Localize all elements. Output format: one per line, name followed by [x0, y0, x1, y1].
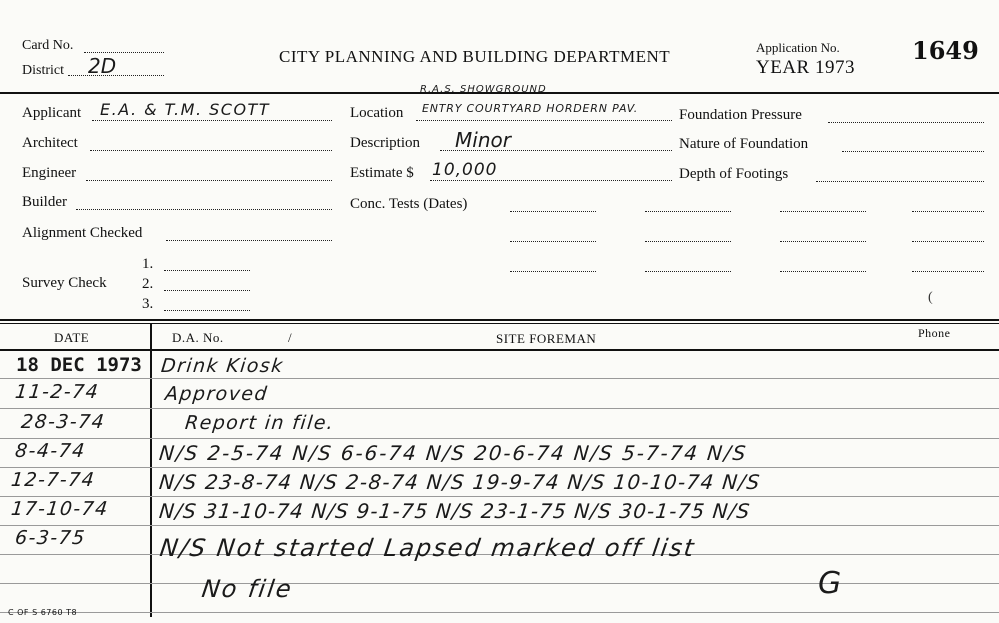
- conc-line-b3: [645, 271, 731, 272]
- date-column-divider: [150, 323, 152, 617]
- row-entry: No file: [200, 575, 295, 603]
- district-label: District: [22, 63, 64, 78]
- builder-line: [76, 209, 332, 210]
- estimate-value: 10,000: [432, 160, 498, 180]
- architect-label: Architect: [22, 135, 78, 151]
- row-line: [0, 378, 999, 379]
- conc-line-c3: [780, 271, 866, 272]
- estimate-line: [430, 180, 672, 181]
- location-line: [416, 120, 672, 121]
- location-value: ENTRY COURTYARD HORDERN PAV.: [422, 102, 639, 115]
- location-label: Location: [350, 105, 404, 121]
- stray-mark: (: [928, 290, 933, 305]
- row-line: [0, 612, 999, 613]
- row-date: 12-7-74: [10, 469, 97, 491]
- engineer-line: [86, 180, 332, 181]
- date-header: DATE: [54, 330, 90, 345]
- depth-footings-label: Depth of Footings: [679, 166, 789, 182]
- row-line: [0, 467, 999, 468]
- row-entry: Approved: [164, 383, 270, 405]
- conc-line-d1: [912, 211, 984, 212]
- row-line: [0, 408, 999, 409]
- row-entry: N/S 31-10-74 N/S 9-1-75 N/S 23-1-75 N/S 30-1-75 N/S: [158, 499, 752, 523]
- applicant-value: E.A. & T.M. SCOTT: [100, 100, 271, 119]
- row-date: 11-2-74: [14, 381, 101, 403]
- card-no-line: [84, 52, 164, 53]
- row-date: 18 DEC 1973: [16, 354, 142, 376]
- initial-mark: G: [818, 566, 842, 601]
- foundation-pressure-line: [828, 122, 984, 123]
- survey-number-1: 1.: [142, 256, 154, 272]
- application-number: 1649: [912, 36, 979, 65]
- site-foreman-header: SITE FOREMAN: [496, 331, 597, 346]
- row-entry: Report in file.: [184, 412, 336, 434]
- alignment-line: [166, 240, 332, 241]
- conc-line-a1: [510, 211, 596, 212]
- row-date: 28-3-74: [20, 411, 107, 433]
- application-no-label: Application No.: [756, 40, 840, 55]
- row-line: [0, 496, 999, 497]
- conc-line-a3: [510, 271, 596, 272]
- conc-tests-label: Conc. Tests (Dates): [350, 196, 468, 212]
- applicant-label: Applicant: [22, 105, 82, 121]
- applicant-line: [92, 120, 332, 121]
- conc-line-d3: [912, 271, 984, 272]
- form-code: C OF S 6760 T8: [8, 608, 78, 617]
- conc-line-d2: [912, 241, 984, 242]
- row-entry: N/S Not started Lapsed marked off list: [158, 534, 698, 562]
- conc-line-c2: [780, 241, 866, 242]
- survey-line-1: [164, 270, 250, 271]
- phone-header: Phone: [918, 326, 951, 340]
- engineer-label: Engineer: [22, 165, 77, 181]
- architect-line: [90, 150, 332, 151]
- year-label: YEAR 1973: [756, 57, 855, 78]
- row-line: [0, 525, 999, 526]
- location-note: R.A.S. SHOWGROUND: [420, 84, 547, 95]
- district-value: 2D: [88, 54, 117, 78]
- row-entry: N/S 2-5-74 N/S 6-6-74 N/S 20-6-74 N/S 5-7-74 N/S: [158, 441, 749, 465]
- estimate-label: Estimate $: [350, 165, 414, 181]
- row-date: 8-4-74: [14, 440, 87, 462]
- conc-line-b1: [645, 211, 731, 212]
- department-title: CITY PLANNING AND BUILDING DEPARTMENT: [279, 47, 671, 66]
- conc-line-b2: [645, 241, 731, 242]
- survey-number-2: 2.: [142, 276, 154, 292]
- row-line: [0, 583, 999, 584]
- da-slash: /: [288, 330, 293, 345]
- foundation-pressure-label: Foundation Pressure: [679, 107, 802, 123]
- da-no-header: D.A. No.: [172, 330, 224, 345]
- conc-line-a2: [510, 241, 596, 242]
- alignment-checked-label: Alignment Checked: [22, 225, 143, 241]
- nature-foundation-line: [842, 151, 984, 152]
- row-date: 6-3-75: [14, 527, 87, 549]
- survey-number-3: 3.: [142, 296, 154, 312]
- table-top-rule: [0, 319, 999, 321]
- row-line: [0, 438, 999, 439]
- survey-line-2: [164, 290, 250, 291]
- description-value: Minor: [455, 128, 511, 152]
- conc-line-c1: [780, 211, 866, 212]
- row-date: 17-10-74: [10, 498, 110, 520]
- row-entry: N/S 23-8-74 N/S 2-8-74 N/S 19-9-74 N/S 10-10-74 N/S: [158, 470, 762, 494]
- row-entry: Drink Kiosk: [160, 355, 285, 377]
- survey-check-label: Survey Check: [22, 275, 107, 291]
- nature-foundation-label: Nature of Foundation: [679, 136, 809, 152]
- card-no-label: Card No.: [22, 38, 74, 53]
- survey-line-3: [164, 310, 250, 311]
- description-label: Description: [350, 135, 420, 151]
- builder-label: Builder: [22, 194, 67, 210]
- depth-footings-line: [816, 181, 984, 182]
